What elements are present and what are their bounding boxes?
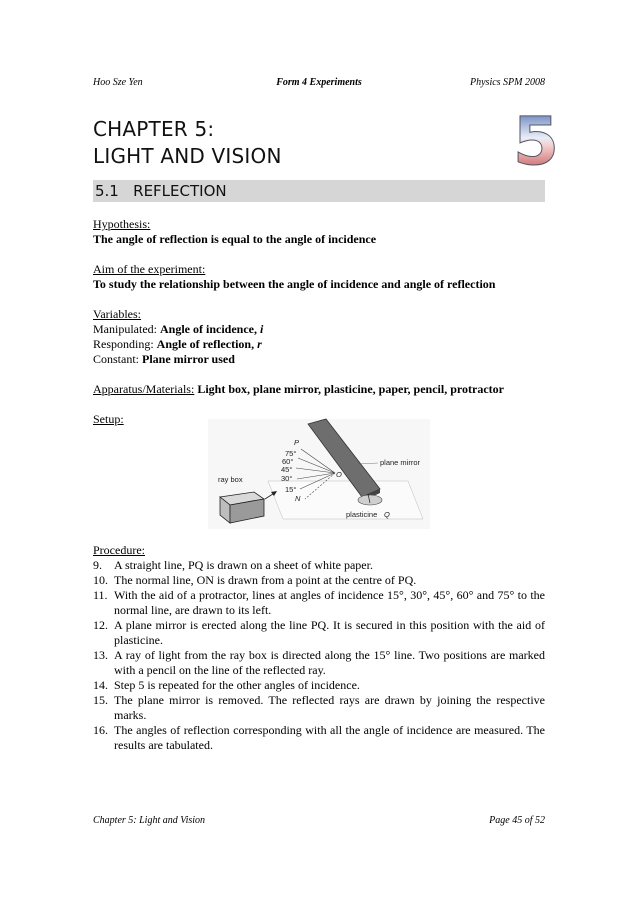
label-plasticine: plasticine — [346, 510, 378, 519]
label-ray-box: ray box — [218, 475, 243, 484]
chapter-title — [93, 116, 282, 170]
label-45: 45° — [281, 465, 293, 474]
label-plane-mirror: plane mirror — [380, 458, 421, 467]
hypothesis-label: Hypothesis: — [93, 217, 151, 231]
label-n: N — [295, 494, 301, 503]
procedure-label: Procedure: — [93, 543, 145, 557]
apparatus-line — [93, 382, 545, 397]
hypothesis-text: The angle of reflection is equal to the angle of incidence — [93, 232, 377, 246]
procedure-step: 13. A ray of light from the ray box is directed along the 15° line. Two positions are marked with a pencil on the line of the reflected ray. — [93, 648, 545, 677]
section-title: 5.1 REFLECTION — [95, 182, 227, 200]
procedure-step: 10. The normal line, ON is drawn from a point at the centre of PQ. — [93, 573, 417, 587]
label-15: 15° — [285, 485, 297, 494]
procedure-step: 16. The angles of reflection corresponding with all the angle of incidence are measured. The results are tabulated. — [93, 723, 545, 752]
header-title: Form 4 Experiments — [276, 77, 362, 88]
header-author: Hoo Sze Yen — [93, 77, 143, 88]
variable-manipulated — [93, 322, 545, 337]
procedure-step: 9. A straight line, PQ is drawn on a sheet of white paper. — [93, 558, 373, 572]
chapter-title-line1: CHAPTER 5: — [93, 117, 215, 141]
setup-diagram — [208, 419, 430, 529]
variables-label: Variables: — [93, 307, 141, 321]
manipulated-value: Angle of incidence, — [159, 322, 260, 336]
procedure-step: 11. With the aid of a protractor, lines at angles of incidence 15°, 30°, 45°, 60° and 75° to the normal line, are drawn to its left. — [93, 588, 545, 617]
label-60: 60° — [282, 457, 294, 466]
page-header — [93, 77, 545, 91]
plasticine — [358, 495, 382, 505]
label-q: Q — [384, 510, 390, 519]
apparatus-text: Light box, plane mirror, plasticine, paper, pencil, protractor — [197, 382, 504, 396]
section-heading-bar — [93, 180, 545, 202]
procedure-steps — [93, 558, 545, 753]
variable-constant — [93, 352, 545, 367]
constant-label: Constant: — [93, 352, 143, 366]
chapter-number-graphic — [513, 103, 559, 180]
variable-responding — [93, 337, 545, 352]
procedure-step: 15. The plane mirror is removed. The reflected rays are drawn by joining the respective marks. — [93, 693, 545, 722]
procedure-section — [93, 543, 545, 753]
footer-page-number: Page 45 of 52 — [489, 815, 545, 826]
experiment-details — [93, 217, 545, 427]
page-footer — [93, 815, 545, 829]
constant-value: Plane mirror used — [142, 352, 235, 366]
header-subject: Physics SPM 2008 — [470, 77, 545, 88]
procedure-step: 14. Step 5 is repeated for the other angles of incidence. — [93, 678, 360, 692]
setup-label: Setup: — [93, 412, 124, 426]
label-o: O — [336, 470, 342, 479]
procedure-step: 12. A plane mirror is erected along the line PQ. It is secured in this position with the aid of plasticine. — [93, 618, 545, 647]
chapter-number: 5 — [513, 103, 559, 180]
aim-text: To study the relationship between the angle of incidence and angle of reflection — [93, 277, 496, 291]
manipulated-label: Manipulated: — [93, 322, 160, 336]
label-75: 75° — [285, 449, 297, 458]
apparatus-label: Apparatus/Materials: — [93, 382, 195, 396]
responding-symbol: r — [257, 337, 262, 351]
chapter-title-line2: LIGHT AND VISION — [93, 144, 282, 168]
footer-chapter: Chapter 5: Light and Vision — [93, 815, 206, 826]
manipulated-symbol: i — [259, 322, 264, 336]
label-p: P — [294, 438, 300, 447]
aim-label: Aim of the experiment: — [93, 262, 206, 276]
label-30: 30° — [281, 474, 293, 483]
responding-label: Responding: — [93, 337, 157, 351]
responding-value: Angle of reflection, — [156, 337, 258, 351]
